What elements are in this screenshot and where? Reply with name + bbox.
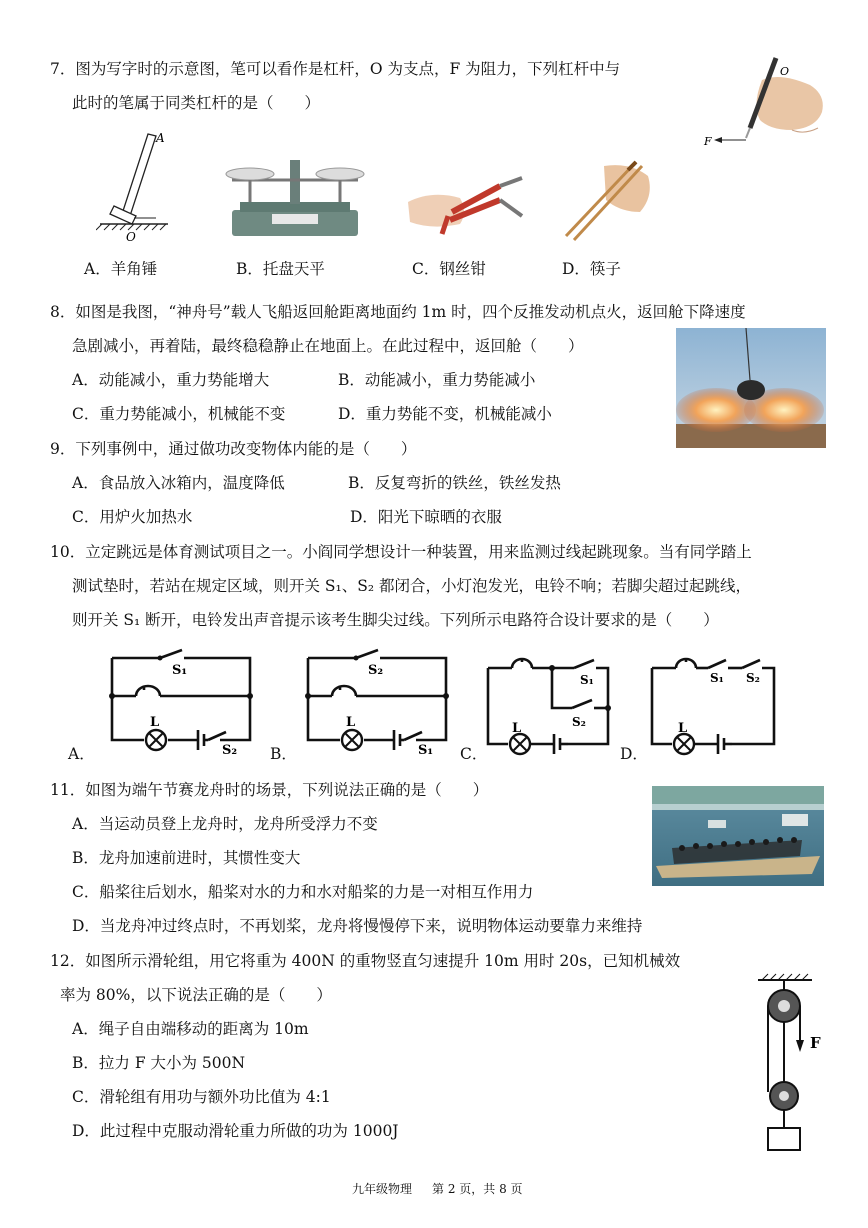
circuit-d-label-s2: S₂: [746, 671, 760, 685]
claw-hammer-figure: [96, 128, 176, 246]
q10-line1: 10．立定跳远是体育测试项目之一。小阎同学想设计一种装置，用来监测过线起跳现象。当有同学踏上: [50, 543, 752, 561]
return-capsule-photo: [676, 328, 826, 448]
q7-option-a: A．羊角锤: [84, 260, 158, 278]
hammer-label-a: A: [156, 131, 165, 145]
pen-writing-figure: [700, 50, 830, 150]
q11-option-b: B．龙舟加速前进时，其惯性变大: [72, 849, 301, 867]
q10-line3: 则开关 S₁ 断开，电铃发出声音提示该考生脚尖过线。下列所示电路符合设计要求的是（ ）: [72, 611, 719, 629]
circuit-d: [646, 648, 782, 756]
q12-option-c: C．滑轮组有用功与额外功比值为 4:1: [72, 1088, 331, 1106]
circuit-a-label-s1: S₁: [172, 663, 188, 678]
dragon-boat-photo: [652, 786, 824, 886]
q12-line2: 率为 80%，以下说法正确的是（ ）: [60, 986, 332, 1004]
circuit-b: [296, 648, 456, 756]
q7-option-b: B．托盘天平: [236, 260, 325, 278]
pen-label-o: O: [780, 65, 790, 78]
circuit-a-label-s2: S₂: [222, 743, 238, 756]
q12-option-b: B．拉力 F 大小为 500N: [72, 1054, 246, 1072]
q7-option-c: C．钢丝钳: [412, 260, 486, 278]
q7-option-d: D．筷子: [562, 260, 621, 278]
circuit-b-letter: B．: [270, 745, 297, 763]
circuit-c-label-l: L: [512, 721, 522, 736]
q9-line1: 9．下列事例中，通过做功改变物体内能的是（ ）: [50, 440, 417, 458]
q9-option-b: B．反复弯折的铁丝，铁丝发热: [348, 474, 561, 492]
pen-label-f: F: [704, 135, 712, 148]
q7-line2: 此时的笔属于同类杠杆的是（ ）: [72, 94, 321, 112]
footer-page-number: 第 2 页，共 8 页: [432, 1182, 523, 1196]
circuit-c-letter: C．: [460, 745, 488, 763]
circuit-a-label-l: L: [150, 715, 160, 730]
circuit-c: [482, 648, 618, 756]
circuit-a: [100, 648, 260, 756]
q10-line2: 测试垫时，若站在规定区域，则开关 S₁、S₂ 都闭合，小灯泡发光，电铃不响；若脚尖超过起跳线，: [72, 577, 752, 595]
circuit-b-label-s1: S₁: [418, 743, 434, 756]
circuit-d-label-l: L: [678, 721, 688, 736]
pulley-label-f: F: [810, 1034, 821, 1052]
circuit-c-label-s2: S₂: [572, 715, 586, 729]
q12-line1: 12．如图所示滑轮组，用它将重为 400N 的重物竖直匀速提升 10m 用时 20s，已知机械效: [50, 952, 681, 970]
circuit-b-label-s2: S₂: [368, 663, 384, 678]
tray-balance-figure: [222, 150, 368, 240]
hammer-label-o: O: [126, 230, 136, 244]
pulley-system-figure: [752, 972, 832, 1154]
q9-option-d: D．阳光下晾晒的衣服: [350, 508, 502, 526]
q12-option-d: D．此过程中克服动滑轮重力所做的功为 1000J: [72, 1122, 399, 1140]
q11-line1: 11．如图为端午节赛龙舟时的场景，下列说法正确的是（ ）: [50, 781, 489, 799]
q11-option-c: C．船桨往后划水，船桨对水的力和水对船桨的力是一对相互作用力: [72, 883, 534, 901]
q8-line1: 8．如图是我图，“神舟号”载人飞船返回舱距离地面约 1m 时，四个反推发动机点火，返回舱下降速度: [50, 303, 746, 321]
q11-option-a: A．当运动员登上龙舟时，龙舟所受浮力不变: [72, 815, 378, 833]
circuit-c-label-s1: S₁: [580, 673, 594, 687]
q8-option-a: A．动能减小，重力势能增大: [72, 371, 270, 389]
wire-pliers-figure: [402, 172, 528, 244]
q11-option-d: D．当龙舟冲过终点时，不再划桨，龙舟将慢慢停下来，说明物体运动要靠力来维持: [72, 917, 643, 935]
circuit-b-label-l: L: [346, 715, 356, 730]
circuit-a-letter: A．: [68, 745, 95, 763]
q8-option-d: D．重力势能不变，机械能减小: [338, 405, 552, 423]
q8-option-c: C．重力势能减小，机械能不变: [72, 405, 286, 423]
q8-option-b: B．动能减小，重力势能减小: [338, 371, 536, 389]
q9-option-a: A．食品放入冰箱内，温度降低: [72, 474, 285, 492]
circuit-d-letter: D．: [620, 745, 648, 763]
q8-line2: 急剧减小，再着陆，最终稳稳静止在地面上。在此过程中，返回舱（ ）: [72, 337, 584, 355]
q9-option-c: C．用炉火加热水: [72, 508, 193, 526]
q12-option-a: A．绳子自由端移动的距离为 10m: [72, 1020, 309, 1038]
chopsticks-figure: [560, 156, 656, 242]
footer-subject: 九年级物理: [352, 1182, 413, 1196]
q7-line1: 7．图为写字时的示意图，笔可以看作是杠杆，O 为支点，F 为阻力，下列杠杆中与: [50, 60, 621, 78]
circuit-d-label-s1: S₁: [710, 671, 724, 685]
